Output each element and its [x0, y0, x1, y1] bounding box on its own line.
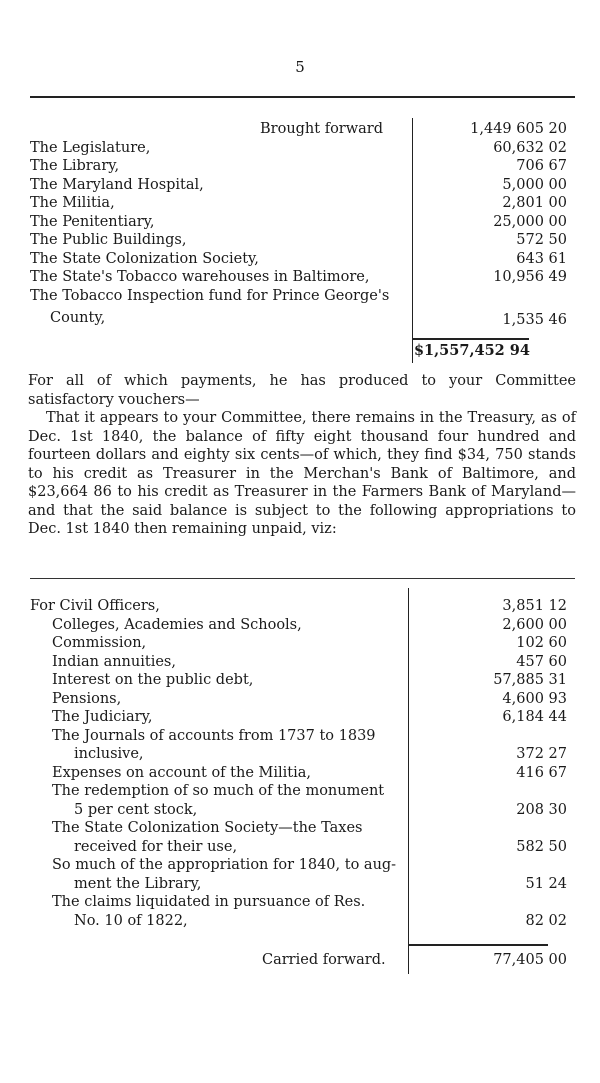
page-number: 5	[295, 58, 305, 76]
row-label: The State's Tobacco warehouses in Baltimore,	[30, 269, 370, 285]
table-row	[30, 305, 575, 329]
row-label: The Library,	[30, 158, 120, 174]
receipts-table	[30, 120, 575, 329]
table-row	[30, 764, 575, 783]
row-label: The Legislature,	[30, 139, 151, 156]
row-label: The State Colonization Society—the Taxes	[52, 820, 363, 836]
row-amount: 416 67	[516, 764, 567, 781]
row-label: Indian annuities,	[52, 653, 176, 670]
row-amount: 51 24	[525, 875, 567, 892]
row-label: The Penitentiary,	[30, 213, 155, 230]
row-label: Commission,	[52, 635, 147, 651]
table-row	[30, 708, 575, 727]
paragraph-balance: That it appears to your Committee, there remains in the Treasury, as of Dec. 1st 1840, the balance of fifty eight thousand four hundred and fourteen dollars and eighty six cents—of which, they find $34, 750 stands to his credit as Treasurer in the Merchan's Bank of Baltimore, and $23,664 86 to his credit as Treasurer in the Farmers Bank of Maryland—and that the said balance is subject to the following appropriations to Dec. 1st 1840 then remaining unpaid, viz:	[28, 410, 576, 537]
row-amount: 6,184 44	[502, 709, 567, 725]
table-row	[30, 690, 575, 709]
table-row	[30, 634, 575, 653]
table-row	[30, 268, 575, 287]
row-amount: 572 50	[516, 232, 567, 248]
appropriations-table	[30, 597, 575, 930]
carried-rule	[408, 944, 548, 946]
brought-forward-amount: 1,449 605 20	[470, 121, 567, 137]
brought-forward-row	[30, 120, 575, 139]
row-amount: 3,851 12	[502, 598, 567, 614]
table-row	[30, 213, 575, 232]
table-row	[30, 893, 575, 930]
row-label: The Maryland Hospital,	[30, 176, 204, 193]
table-row	[30, 250, 575, 269]
row-amount: 457 60	[516, 653, 567, 670]
paragraph-vouchers: For all of which payments, he has produced to your Committee satisfactory vouchers—	[28, 373, 576, 408]
section-rule	[30, 578, 575, 579]
row-label: For Civil Officers,	[30, 598, 160, 614]
row-label: The Tobacco Inspection fund for Prince George's	[30, 287, 390, 304]
table-row	[30, 194, 575, 213]
row-label: County,	[50, 310, 106, 326]
table-row	[30, 653, 575, 672]
row-amount: 25,000 00	[493, 213, 567, 230]
row-label: The Militia,	[30, 195, 115, 211]
row-label-cont: ment the Library,	[74, 875, 202, 892]
amount-column-rule	[412, 118, 413, 363]
row-amount: 4,600 93	[502, 690, 567, 707]
brought-forward-label: Brought forward	[260, 121, 384, 137]
row-amount: 82 02	[525, 912, 567, 929]
row-label-cont: received for their use,	[74, 838, 238, 855]
table-row	[30, 616, 575, 635]
committee-paragraph	[28, 372, 576, 539]
table-row	[30, 597, 575, 616]
row-amount: 582 50	[516, 838, 567, 855]
row-amount: 5,000 00	[502, 176, 567, 193]
row-amount: 643 61	[516, 250, 567, 267]
table-row	[30, 782, 575, 819]
row-amount: 706 67	[516, 158, 567, 174]
grand-total: $1,557,452 94	[413, 342, 530, 359]
row-label: Interest on the public debt,	[52, 672, 254, 688]
table-row	[30, 157, 575, 176]
table-row	[30, 139, 575, 158]
table-row	[30, 176, 575, 195]
carried-forward-label: Carried forward.	[262, 952, 386, 968]
row-amount: 2,600 00	[502, 616, 567, 633]
row-label: The claims liquidated in pursuance of Res.	[52, 894, 366, 910]
row-amount: 102 60	[516, 635, 567, 651]
row-label: The Journals of accounts from 1737 to 1839	[52, 727, 376, 744]
amount-column-rule	[408, 588, 409, 974]
table-row	[30, 231, 575, 250]
row-label: The Judiciary,	[52, 709, 153, 725]
row-label-cont: 5 per cent stock,	[74, 801, 198, 818]
carried-forward-amount: 77,405 00	[493, 952, 567, 968]
row-label: So much of the appropriation for 1840, to aug-	[52, 857, 397, 873]
table-row	[30, 727, 575, 764]
row-label: Pensions,	[52, 690, 122, 707]
row-amount: 372 27	[516, 746, 567, 762]
row-label: The redemption of so much of the monument	[52, 783, 385, 799]
table-row	[30, 287, 575, 306]
row-label: The Public Buildings,	[30, 232, 187, 248]
row-amount: 1,535 46	[502, 312, 567, 328]
row-label: Colleges, Academies and Schools,	[52, 616, 302, 633]
row-label-cont: inclusive,	[74, 746, 144, 762]
total-rule	[412, 338, 529, 340]
table-row	[30, 856, 575, 893]
top-rule	[30, 96, 575, 98]
row-amount: 57,885 31	[493, 672, 567, 688]
row-label: The State Colonization Society,	[30, 250, 259, 267]
row-label-cont: No. 10 of 1822,	[74, 912, 188, 929]
row-amount: 60,632 02	[493, 139, 567, 156]
row-amount: 10,956 49	[493, 269, 567, 285]
row-amount: 2,801 00	[502, 195, 567, 211]
row-label: Expenses on account of the Militia,	[52, 764, 311, 781]
table-row	[30, 671, 575, 690]
table-row	[30, 819, 575, 856]
row-amount: 208 30	[516, 801, 567, 818]
